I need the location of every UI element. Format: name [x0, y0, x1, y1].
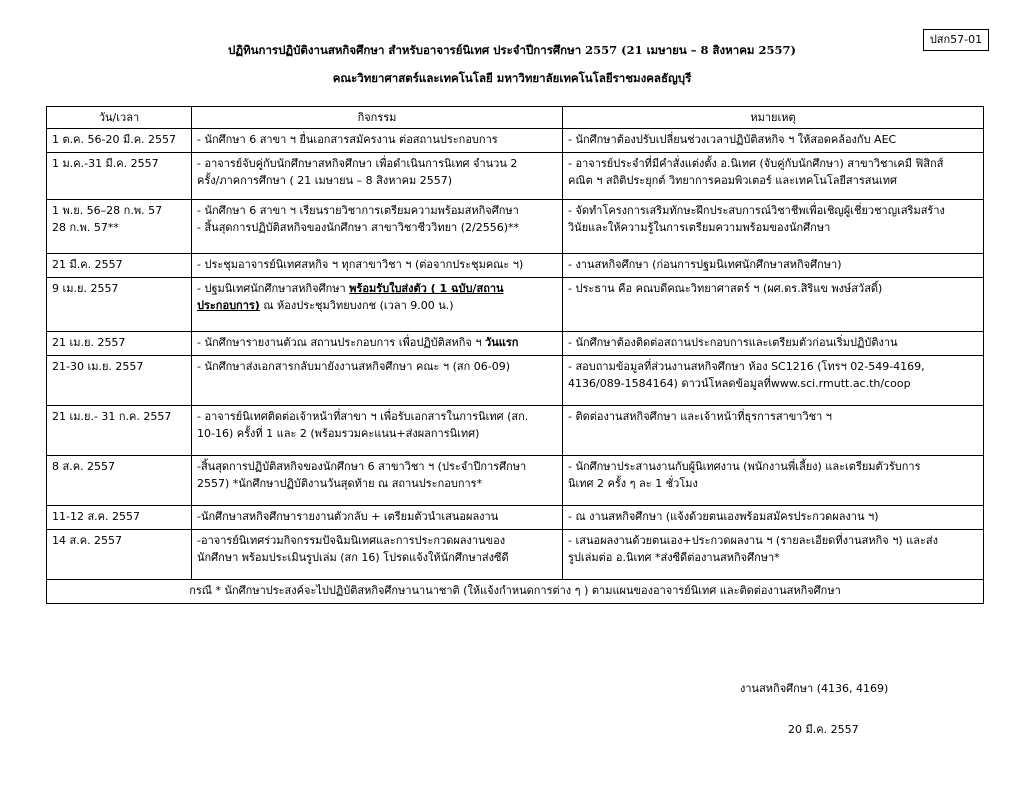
row-activity: - ประชุมอาจารย์นิเทศสหกิจ ฯ ทุกสาขาวิชา ฯ (ต่อจากประชุมคณะ ฯ)	[192, 254, 563, 278]
header-activity: กิจกรรม	[192, 107, 563, 129]
row-date: 14 ส.ค. 2557	[47, 530, 192, 580]
table-header-row	[47, 107, 984, 129]
row-date: 21-30 เม.ย. 2557	[47, 356, 192, 406]
row-note: - นักศึกษาต้องติดต่อสถานประกอบการและเตรียมตัวก่อนเริ่มปฏิบัติงาน	[563, 332, 984, 356]
document-code-box: ปสก57-01	[923, 29, 989, 51]
table-row	[47, 153, 984, 200]
row-activity: - นักศึกษา 6 สาขา ฯ เรียนรายวิชาการเตรียมความพร้อมสหกิจศึกษา - สิ้นสุดการปฏิบัติสหกิจของนักศึกษา สาขาวิชาชีววิทยา (2/2556)**	[192, 200, 563, 254]
row-note: - เสนอผลงานด้วยตนเอง+ประกวดผลงาน ฯ (รายละเอียดที่งานสหกิจ ฯ) และส่ง รูปเล่มต่อ อ.นิเทศ *ส่งซีดีต่องานสหกิจศึกษา*	[563, 530, 984, 580]
row-note: - จัดทำโครงการเสริมทักษะฝึกประสบการณ์วิชาชีพเพื่อเชิญผู้เชี่ยวชาญเสริมสร้าง วินัยและให้ความรู้ในการเตรียมความพร้อมของนักศึกษา	[563, 200, 984, 254]
activity-emphasis: พร้อมรับใบส่งตัว ( 1 ฉบับ/สถาน	[349, 282, 504, 295]
row-date: 8 ส.ค. 2557	[47, 456, 192, 506]
row-activity: - อาจารย์จับคู่กับนักศึกษาสหกิจศึกษา เพื่อดำเนินการนิเทศ จำนวน 2 ครั้ง/ภาคการศึกษา ( 21 เมษายน – 8 สิงหาคม 2557)	[192, 153, 563, 200]
row-activity: -อาจารย์นิเทศร่วมกิจกรรมปัจฉิมนิเทศและการประกวดผลงานของ นักศึกษา พร้อมประเมินรูปเล่ม (สก 16) โปรดแจ้งให้นักศึกษาส่งซีดี	[192, 530, 563, 580]
row-date: 11-12 ส.ค. 2557	[47, 506, 192, 530]
activity-text: - ปฐมนิเทศนักศึกษาสหกิจศึกษา	[197, 282, 350, 295]
table-row	[47, 129, 984, 153]
row-activity: - นักศึกษา 6 สาขา ฯ ยื่นเอกสารสมัครงาน ต่อสถานประกอบการ	[192, 129, 563, 153]
activity-bold: วันแรก	[485, 336, 519, 349]
header-date: วัน/เวลา	[47, 107, 192, 129]
table-row	[47, 332, 984, 356]
row-activity: - นักศึกษาส่งเอกสารกลับมายังงานสหกิจศึกษา คณะ ฯ (สก 06-09)	[192, 356, 563, 406]
row-note: - ประธาน คือ คณบดีคณะวิทยาศาสตร์ ฯ (ผศ.ดร.สิริแข พงษ์สวัสดิ์)	[563, 278, 984, 332]
row-note: - สอบถามข้อมูลที่ส่วนงานสหกิจศึกษา ห้อง SC1216 (โทรฯ 02-549-4169, 4136/089-1584164) ดาวน์โหลดข้อมูลที่www.sci.rmutt.ac.th/coop	[563, 356, 984, 406]
table-row	[47, 406, 984, 456]
row-activity	[192, 332, 563, 356]
row-activity	[192, 278, 563, 332]
document-subtitle: คณะวิทยาศาสตร์และเทคโนโลยี มหาวิทยาลัยเทคโนโลยีราชมงคลธัญบุรี	[332, 71, 692, 85]
row-date: 1 ต.ค. 56-20 มี.ค. 2557	[47, 129, 192, 153]
row-activity: -สิ้นสุดการปฏิบัติสหกิจของนักศึกษา 6 สาขาวิชา ฯ (ประจำปีการศึกษา 2557) *นักศึกษาปฏิบัติงานวันสุดท้าย ณ สถานประกอบการ*	[192, 456, 563, 506]
document-title: ปฏิทินการปฏิบัติงานสหกิจศึกษา สำหรับอาจารย์นิเทศ ประจำปีการศึกษา 2557 (21 เมษายน – 8 สิงหาคม 2557)	[228, 43, 796, 57]
activity-text: - นักศึกษารายงานตัวณ สถานประกอบการ เพื่อปฏิบัติสหกิจ ฯ	[197, 336, 486, 349]
row-note: - งานสหกิจศึกษา (ก่อนการปฐมนิเทศนักศึกษาสหกิจศึกษา)	[563, 254, 984, 278]
table-row	[47, 530, 984, 580]
row-note: - ณ งานสหกิจศึกษา (แจ้งด้วยตนเองพร้อมสมัครประกวดผลงาน ฯ)	[563, 506, 984, 530]
activity-text: ณ ห้องประชุมวิทยบงกช (เวลา 9.00 น.)	[259, 299, 454, 312]
table-row	[47, 200, 984, 254]
row-date: 1 ม.ค.-31 มี.ค. 2557	[47, 153, 192, 200]
row-note: - นักศึกษาต้องปรับเปลี่ยนช่วงเวลาปฏิบัติสหกิจ ฯ ให้สอดคล้องกับ AEC	[563, 129, 984, 153]
row-date: 21 เม.ย. 2557	[47, 332, 192, 356]
row-note: - อาจารย์ประจำที่มีคำสั่งแต่งตั้ง อ.นิเทศ (จับคู่กับนักศึกษา) สาขาวิชาเคมี ฟิสิกส์ คณิต ฯ สถิติประยุกต์ วิทยาการคอมพิวเตอร์ และเทคโนโลยีสารสนเทศ	[563, 153, 984, 200]
table-row	[47, 278, 984, 332]
header-note: หมายเหตุ	[563, 107, 984, 129]
row-date: 21 เม.ย.- 31 ก.ค. 2557	[47, 406, 192, 456]
activity-emphasis: ประกอบการ)	[197, 299, 260, 312]
row-note: - นักศึกษาประสานงานกับผู้นิเทศงาน (พนักงานพี่เลี้ยง) และเตรียมตัวรับการ นิเทศ 2 ครั้ง ๆ ละ 1 ชั่วโมง	[563, 456, 984, 506]
table-row	[47, 506, 984, 530]
row-date: 1 พ.ย. 56–28 ก.พ. 57 28 ก.พ. 57**	[47, 200, 192, 254]
row-activity: - อาจารย์นิเทศติดต่อเจ้าหน้าที่สาขา ฯ เพื่อรับเอกสารในการนิเทศ (สก. 10-16) ครั้งที่ 1 และ 2 (พร้อมรวมคะแนน+ส่งผลการนิเทศ)	[192, 406, 563, 456]
table-footnote: กรณี * นักศึกษาประสงค์จะไปปฏิบัติสหกิจศึกษานานาชาติ (ให้แจ้งกำหนดการต่าง ๆ ) ตามแผนของอาจารย์นิเทศ และติดต่องานสหกิจศึกษา	[47, 580, 984, 604]
issue-date: 20 มี.ค. 2557	[788, 723, 859, 736]
table-footnote-row	[47, 580, 984, 604]
row-date: 21 มี.ค. 2557	[47, 254, 192, 278]
issuing-office: งานสหกิจศึกษา (4136, 4169)	[740, 682, 889, 695]
schedule-table	[46, 106, 984, 604]
table-row	[47, 254, 984, 278]
row-note: - ติดต่องานสหกิจศึกษา และเจ้าหน้าที่ธุรการสาขาวิชา ฯ	[563, 406, 984, 456]
row-activity: -นักศึกษาสหกิจศึกษารายงานตัวกลับ + เตรียมตัวนำเสนอผลงาน	[192, 506, 563, 530]
table-row	[47, 356, 984, 406]
row-date: 9 เม.ย. 2557	[47, 278, 192, 332]
table-row	[47, 456, 984, 506]
